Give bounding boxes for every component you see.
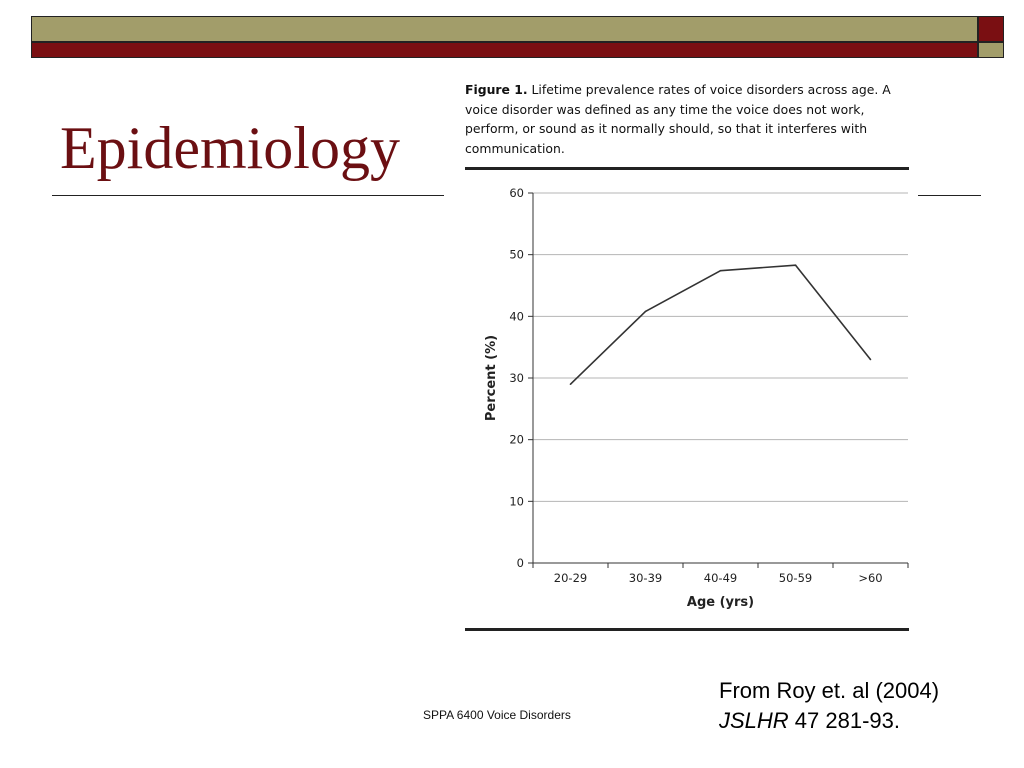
y-tick-label: 50 <box>509 247 524 262</box>
figure-caption-text: Lifetime prevalence rates of voice disorders across age. A voice disorder was defined as any time the voice does not work, perform, or sound as it normally should, so that it interferes with communication. <box>465 82 891 156</box>
citation-rest: 47 281-93. <box>788 708 900 733</box>
title-underline-right <box>918 195 981 196</box>
header-bar-red <box>31 42 978 58</box>
data-point <box>570 383 572 385</box>
y-tick-label: 60 <box>509 186 524 200</box>
citation <box>719 676 939 736</box>
header-bar-olive <box>31 16 978 42</box>
citation-line2 <box>719 706 939 736</box>
figure-bottom-rule <box>465 628 909 631</box>
y-axis-label: Percent (%) <box>484 334 499 422</box>
x-tick-label: 20-29 <box>553 571 588 585</box>
slide-title: Epidemiology <box>60 115 400 181</box>
data-point <box>645 311 647 313</box>
x-tick-label: 50-59 <box>778 571 813 585</box>
figure-caption-label: Figure 1. <box>465 82 528 97</box>
slide-footer: SPPA 6400 Voice Disorders <box>423 708 571 722</box>
figure <box>463 78 911 634</box>
title-underline-left <box>52 195 444 196</box>
y-tick-label: 0 <box>516 556 524 570</box>
header-square-red <box>978 16 1004 42</box>
series-line <box>571 265 871 384</box>
figure-caption <box>465 80 909 158</box>
y-tick-label: 30 <box>509 371 524 385</box>
citation-journal: JSLHR <box>719 708 789 733</box>
x-tick-label: 40-49 <box>703 571 738 585</box>
x-tick-label: 30-39 <box>628 571 663 585</box>
data-point <box>720 270 722 272</box>
header-square-olive <box>978 42 1004 58</box>
figure-top-rule <box>465 167 909 170</box>
y-tick-label: 20 <box>509 432 524 447</box>
data-point <box>795 264 797 266</box>
x-axis-label: Age (yrs) <box>686 595 755 610</box>
line-chart <box>463 173 911 623</box>
data-point <box>870 359 872 361</box>
y-tick-label: 10 <box>509 494 524 509</box>
y-tick-label: 40 <box>509 309 524 324</box>
citation-line1: From Roy et. al (2004) <box>719 678 940 703</box>
x-tick-label: >60 <box>858 571 883 585</box>
